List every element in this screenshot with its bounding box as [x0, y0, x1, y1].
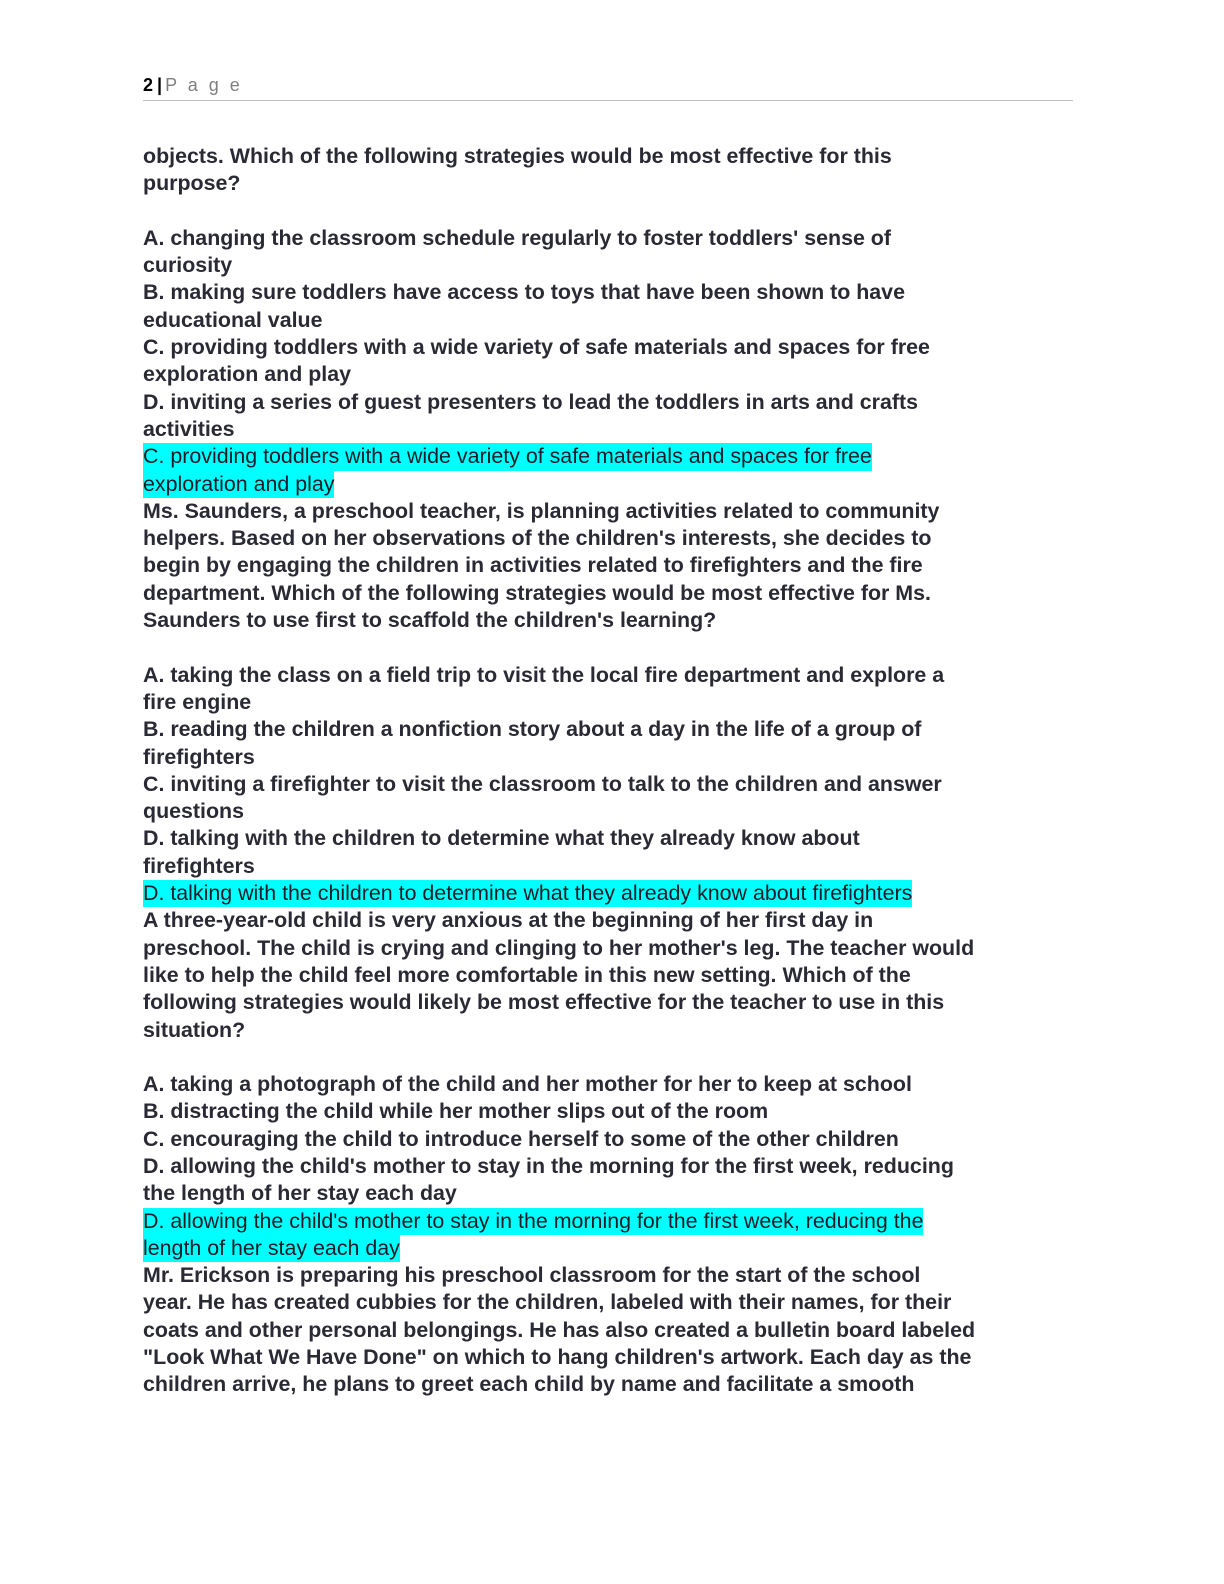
- question-4-text: "Look What We Have Done" on which to hang children's artwork. Each day as the: [143, 1345, 972, 1370]
- question-3-text: like to help the child feel more comfortable in this new setting. Which of the: [143, 962, 911, 987]
- question-1-option-c: C. providing toddlers with a wide variety of safe materials and spaces for free: [143, 335, 930, 360]
- question-1-option-d: activities: [143, 416, 235, 441]
- question-1-option-b: B. making sure toddlers have access to toys that have been shown to have: [143, 280, 905, 305]
- question-1-text: objects. Which of the following strategies would be most effective for this: [143, 144, 892, 168]
- question-1-text: purpose?: [143, 171, 241, 196]
- question-3-answer: length of her stay each day: [143, 1235, 400, 1262]
- blank-line: [143, 634, 1078, 661]
- question-4-text: Mr. Erickson is preparing his preschool classroom for the start of the school: [143, 1263, 921, 1288]
- question-1-option-b: educational value: [143, 307, 323, 332]
- question-1-option-c: exploration and play: [143, 362, 352, 387]
- question-1-answer: C. providing toddlers with a wide variety of safe materials and spaces for free: [143, 443, 872, 470]
- question-3-option-b: B. distracting the child while her mother slips out of the room: [143, 1099, 769, 1124]
- question-2-option-c: C. inviting a firefighter to visit the classroom to talk to the children and answer: [143, 771, 942, 796]
- question-1-option-a: curiosity: [143, 253, 233, 278]
- question-2-option-c: questions: [143, 799, 245, 824]
- page-separator: |: [157, 75, 163, 95]
- question-1-answer: exploration and play: [143, 471, 334, 498]
- blank-line: [143, 1044, 1078, 1071]
- question-3-option-d: D. allowing the child's mother to stay in the morning for the first week, reducing: [143, 1153, 954, 1178]
- question-2-text: department. Which of the following strategies would be most effective for Ms.: [143, 580, 931, 605]
- question-2-option-d: D. talking with the children to determine what they already know about: [143, 826, 860, 851]
- question-3-option-c: C. encouraging the child to introduce herself to some of the other children: [143, 1126, 899, 1151]
- question-2-text: Ms. Saunders, a preschool teacher, is planning activities related to community: [143, 498, 940, 523]
- question-2-option-b: firefighters: [143, 744, 255, 769]
- blank-line: [143, 198, 1078, 225]
- question-3-text: A three-year-old child is very anxious at the beginning of her first day in: [143, 908, 874, 933]
- question-2-text: Saunders to use first to scaffold the children's learning?: [143, 608, 717, 633]
- question-2-answer: D. talking with the children to determine what they already know about firefighters: [143, 880, 912, 907]
- question-3-answer: D. allowing the child's mother to stay in the morning for the first week, reducing the: [143, 1208, 923, 1235]
- question-2-text: helpers. Based on her observations of the children's interests, she decides to: [143, 526, 932, 551]
- question-2-text: begin by engaging the children in activities related to firefighters and the fire: [143, 553, 923, 578]
- question-2-option-d: firefighters: [143, 853, 255, 878]
- question-3-option-d: the length of her stay each day: [143, 1181, 457, 1206]
- question-1-option-d: D. inviting a series of guest presenters to lead the toddlers in arts and crafts: [143, 389, 919, 414]
- page-word: P a g e: [165, 75, 243, 95]
- question-4-text: year. He has created cubbies for the children, labeled with their names, for their: [143, 1290, 952, 1315]
- document-body: [143, 143, 1078, 1399]
- question-3-text: situation?: [143, 1017, 246, 1042]
- page-number: 2: [143, 75, 154, 95]
- page-header: [143, 72, 1073, 101]
- question-2-option-a: fire engine: [143, 689, 252, 714]
- question-2-option-b: B. reading the children a nonfiction story about a day in the life of a group of: [143, 717, 922, 742]
- question-3-text: following strategies would likely be most effective for the teacher to use in this: [143, 990, 945, 1015]
- question-3-option-a: A. taking a photograph of the child and her mother for her to keep at school: [143, 1072, 912, 1097]
- question-2-option-a: A. taking the class on a field trip to visit the local fire department and explore a: [143, 662, 945, 687]
- question-4-text: coats and other personal belongings. He has also created a bulletin board labeled: [143, 1317, 976, 1342]
- question-4-text: children arrive, he plans to greet each child by name and facilitate a smooth: [143, 1372, 915, 1397]
- question-1-option-a: A. changing the classroom schedule regularly to foster toddlers' sense of: [143, 225, 891, 250]
- question-3-text: preschool. The child is crying and clinging to her mother's leg. The teacher would: [143, 935, 975, 960]
